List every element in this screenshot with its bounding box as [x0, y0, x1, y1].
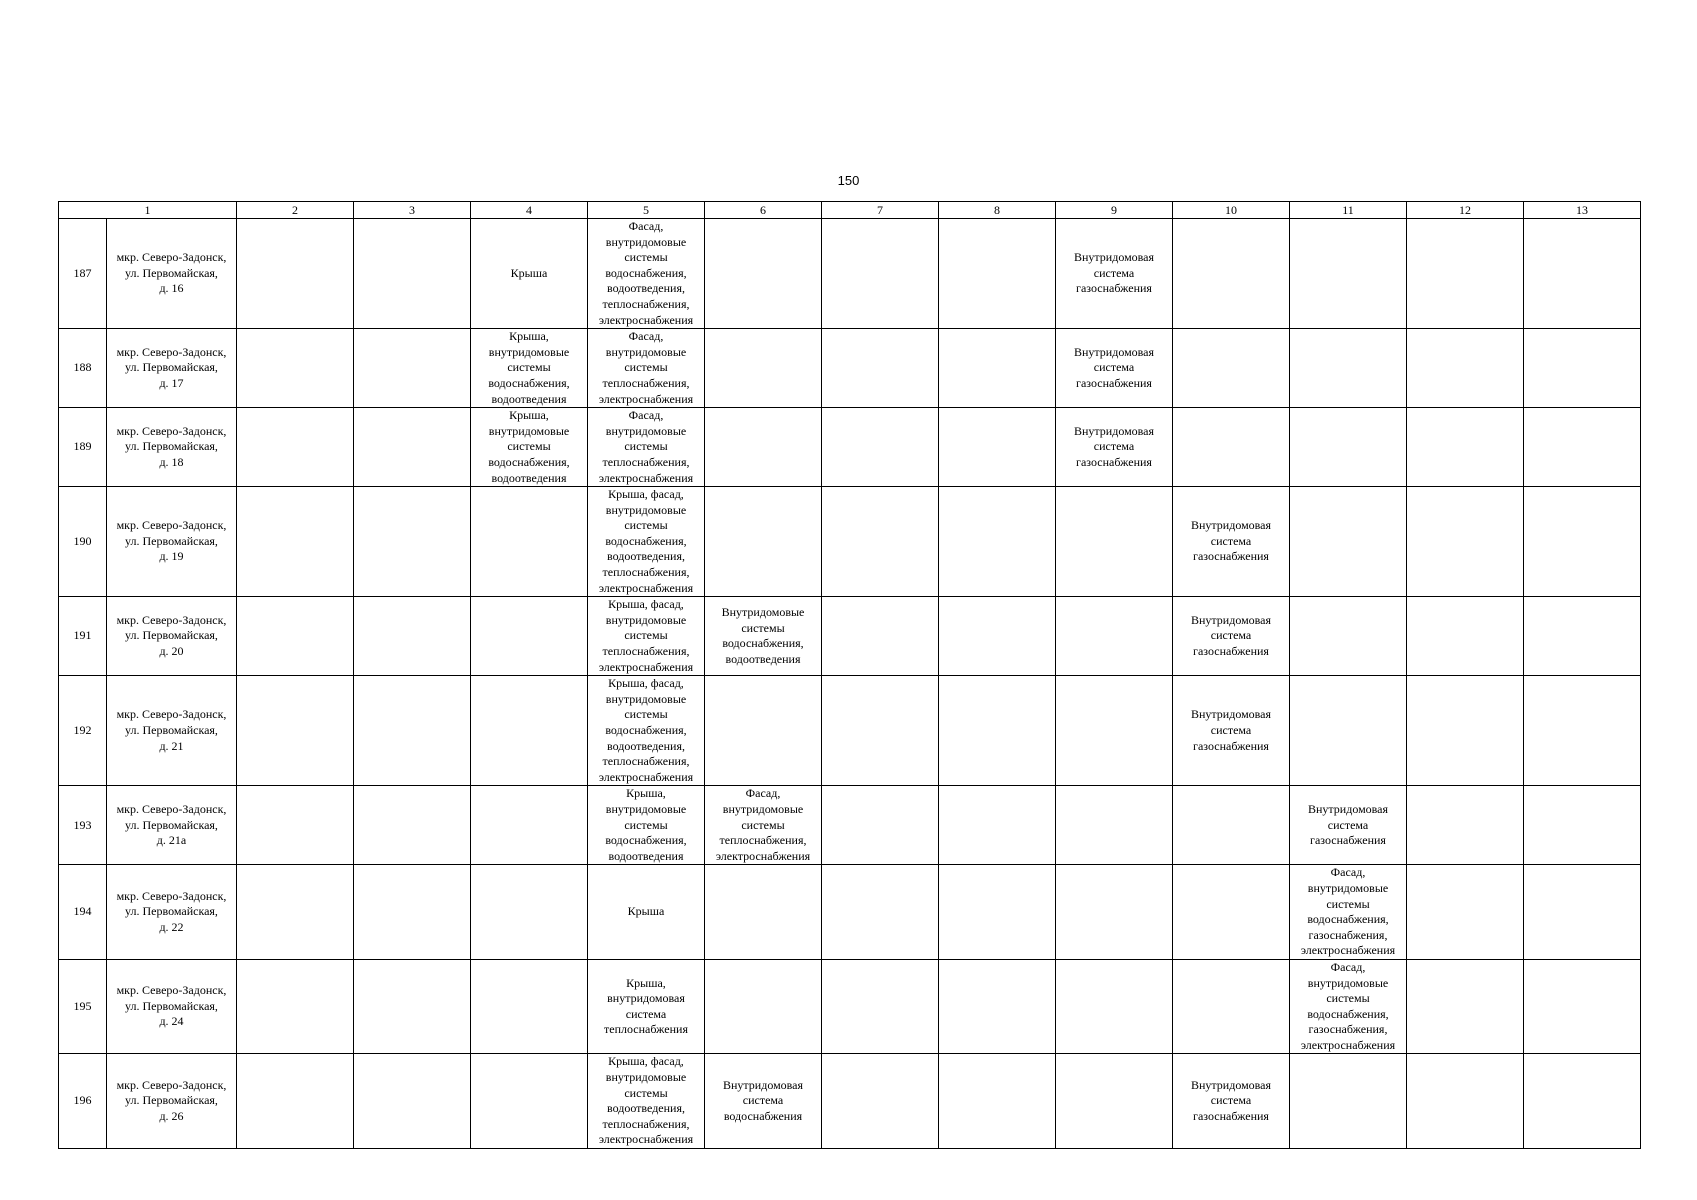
col-10-cell: Внутридомовая система газоснабжения	[1173, 1054, 1290, 1149]
col-5-cell: Фасад, внутридомовые системы теплоснабжения, электроснабжения	[588, 408, 705, 487]
col-13-cell	[1524, 959, 1641, 1054]
col-6-cell	[705, 487, 822, 597]
col-13-cell	[1524, 865, 1641, 960]
address-cell: мкр. Северо-Задонск, ул. Первомайская, д. 19	[107, 487, 237, 597]
table-row	[59, 408, 1641, 487]
col-10-cell: Внутридомовая система газоснабжения	[1173, 676, 1290, 786]
col-3-cell	[354, 865, 471, 960]
column-header-8: 8	[939, 202, 1056, 219]
col-5-cell: Крыша, фасад, внутридомовые системы водоснабжения, водоотведения, теплоснабжения, электроснабжения	[588, 487, 705, 597]
col-10-cell	[1173, 408, 1290, 487]
table-row	[59, 786, 1641, 865]
col-2-cell	[237, 329, 354, 408]
col-11-cell	[1290, 329, 1407, 408]
col-12-cell	[1407, 219, 1524, 329]
col-5-cell: Крыша, фасад, внутридомовые системы водоотведения, теплоснабжения, электроснабжения	[588, 1054, 705, 1149]
col-3-cell	[354, 786, 471, 865]
col-13-cell	[1524, 487, 1641, 597]
column-header-3: 3	[354, 202, 471, 219]
table-row	[59, 597, 1641, 676]
col-9-cell	[1056, 865, 1173, 960]
col-5-cell: Крыша	[588, 865, 705, 960]
col-3-cell	[354, 487, 471, 597]
col-3-cell	[354, 959, 471, 1054]
address-cell: мкр. Северо-Задонск, ул. Первомайская, д. 17	[107, 329, 237, 408]
column-header-12: 12	[1407, 202, 1524, 219]
table-row	[59, 959, 1641, 1054]
col-6-cell	[705, 329, 822, 408]
col-4-cell	[471, 676, 588, 786]
col-5-cell: Крыша, внутридомовая система теплоснабжения	[588, 959, 705, 1054]
col-2-cell	[237, 219, 354, 329]
col-9-cell	[1056, 959, 1173, 1054]
table-row	[59, 1054, 1641, 1149]
col-5-cell: Крыша, фасад, внутридомовые системы водоснабжения, водоотведения, теплоснабжения, электроснабжения	[588, 676, 705, 786]
col-11-cell	[1290, 408, 1407, 487]
col-11-cell	[1290, 487, 1407, 597]
col-5-cell: Крыша, внутридомовые системы водоснабжения, водоотведения	[588, 786, 705, 865]
table-body	[59, 219, 1641, 1149]
col-6-cell	[705, 408, 822, 487]
col-3-cell	[354, 219, 471, 329]
col-9-cell	[1056, 1054, 1173, 1149]
col-9-cell	[1056, 487, 1173, 597]
col-10-cell: Внутридомовая система газоснабжения	[1173, 487, 1290, 597]
col-7-cell	[822, 1054, 939, 1149]
col-13-cell	[1524, 329, 1641, 408]
col-3-cell	[354, 329, 471, 408]
col-9-cell	[1056, 597, 1173, 676]
col-7-cell	[822, 329, 939, 408]
col-3-cell	[354, 597, 471, 676]
col-11-cell	[1290, 219, 1407, 329]
col-6-cell	[705, 959, 822, 1054]
col-4-cell: Крыша, внутридомовые системы водоснабжения, водоотведения	[471, 408, 588, 487]
col-11-cell: Внутридомовая система газоснабжения	[1290, 786, 1407, 865]
col-6-cell: Внутридомовые системы водоснабжения, водоотведения	[705, 597, 822, 676]
row-number: 194	[59, 865, 107, 960]
col-8-cell	[939, 786, 1056, 865]
col-6-cell	[705, 676, 822, 786]
row-number: 189	[59, 408, 107, 487]
col-13-cell	[1524, 676, 1641, 786]
col-2-cell	[237, 597, 354, 676]
col-2-cell	[237, 959, 354, 1054]
col-10-cell: Внутридомовая система газоснабжения	[1173, 597, 1290, 676]
column-header-1: 1	[59, 202, 237, 219]
col-7-cell	[822, 219, 939, 329]
col-13-cell	[1524, 408, 1641, 487]
col-7-cell	[822, 959, 939, 1054]
col-12-cell	[1407, 1054, 1524, 1149]
address-cell: мкр. Северо-Задонск, ул. Первомайская, д. 20	[107, 597, 237, 676]
col-8-cell	[939, 959, 1056, 1054]
col-7-cell	[822, 408, 939, 487]
col-12-cell	[1407, 865, 1524, 960]
table-row	[59, 865, 1641, 960]
col-4-cell	[471, 1054, 588, 1149]
col-2-cell	[237, 865, 354, 960]
col-7-cell	[822, 676, 939, 786]
col-4-cell	[471, 959, 588, 1054]
column-header-5: 5	[588, 202, 705, 219]
col-4-cell	[471, 597, 588, 676]
page-number: 150	[837, 173, 860, 188]
col-5-cell: Фасад, внутридомовые системы водоснабжения, водоотведения, теплоснабжения, электроснабжения	[588, 219, 705, 329]
col-3-cell	[354, 1054, 471, 1149]
col-12-cell	[1407, 676, 1524, 786]
col-4-cell	[471, 487, 588, 597]
col-13-cell	[1524, 1054, 1641, 1149]
col-2-cell	[237, 487, 354, 597]
column-header-13: 13	[1524, 202, 1641, 219]
col-12-cell	[1407, 329, 1524, 408]
address-cell: мкр. Северо-Задонск, ул. Первомайская, д. 18	[107, 408, 237, 487]
column-header-10: 10	[1173, 202, 1290, 219]
col-9-cell	[1056, 676, 1173, 786]
address-cell: мкр. Северо-Задонск, ул. Первомайская, д. 22	[107, 865, 237, 960]
column-header-7: 7	[822, 202, 939, 219]
col-8-cell	[939, 487, 1056, 597]
row-number: 191	[59, 597, 107, 676]
col-4-cell	[471, 865, 588, 960]
col-11-cell	[1290, 676, 1407, 786]
col-8-cell	[939, 597, 1056, 676]
col-12-cell	[1407, 408, 1524, 487]
column-header-4: 4	[471, 202, 588, 219]
col-11-cell	[1290, 597, 1407, 676]
col-3-cell	[354, 408, 471, 487]
col-13-cell	[1524, 597, 1641, 676]
col-9-cell	[1056, 786, 1173, 865]
row-number: 192	[59, 676, 107, 786]
col-10-cell	[1173, 786, 1290, 865]
col-13-cell	[1524, 786, 1641, 865]
col-10-cell	[1173, 329, 1290, 408]
column-header-11: 11	[1290, 202, 1407, 219]
col-12-cell	[1407, 786, 1524, 865]
table-row	[59, 329, 1641, 408]
col-4-cell	[471, 786, 588, 865]
address-cell: мкр. Северо-Задонск, ул. Первомайская, д. 16	[107, 219, 237, 329]
col-10-cell	[1173, 219, 1290, 329]
row-number: 187	[59, 219, 107, 329]
row-number: 190	[59, 487, 107, 597]
col-7-cell	[822, 865, 939, 960]
col-8-cell	[939, 408, 1056, 487]
col-3-cell	[354, 676, 471, 786]
column-number-row	[59, 202, 1641, 219]
col-7-cell	[822, 487, 939, 597]
address-cell: мкр. Северо-Задонск, ул. Первомайская, д. 26	[107, 1054, 237, 1149]
col-10-cell	[1173, 865, 1290, 960]
address-cell: мкр. Северо-Задонск, ул. Первомайская, д. 24	[107, 959, 237, 1054]
col-4-cell: Крыша	[471, 219, 588, 329]
col-5-cell: Крыша, фасад, внутридомовые системы теплоснабжения, электроснабжения	[588, 597, 705, 676]
table-row	[59, 219, 1641, 329]
col-6-cell	[705, 219, 822, 329]
column-header-2: 2	[237, 202, 354, 219]
col-8-cell	[939, 676, 1056, 786]
col-8-cell	[939, 865, 1056, 960]
table-row	[59, 487, 1641, 597]
row-number: 196	[59, 1054, 107, 1149]
col-2-cell	[237, 408, 354, 487]
col-2-cell	[237, 676, 354, 786]
col-11-cell: Фасад, внутридомовые системы водоснабжения, газоснабжения, электроснабжения	[1290, 959, 1407, 1054]
col-12-cell	[1407, 487, 1524, 597]
col-4-cell: Крыша, внутридомовые системы водоснабжения, водоотведения	[471, 329, 588, 408]
col-9-cell: Внутридомовая система газоснабжения	[1056, 408, 1173, 487]
col-11-cell: Фасад, внутридомовые системы водоснабжения, газоснабжения, электроснабжения	[1290, 865, 1407, 960]
col-12-cell	[1407, 597, 1524, 676]
col-9-cell: Внутридомовая система газоснабжения	[1056, 329, 1173, 408]
col-12-cell	[1407, 959, 1524, 1054]
address-cell: мкр. Северо-Задонск, ул. Первомайская, д. 21	[107, 676, 237, 786]
col-8-cell	[939, 329, 1056, 408]
works-schedule-table	[58, 201, 1641, 1149]
column-header-6: 6	[705, 202, 822, 219]
column-header-9: 9	[1056, 202, 1173, 219]
col-13-cell	[1524, 219, 1641, 329]
col-5-cell: Фасад, внутридомовые системы теплоснабжения, электроснабжения	[588, 329, 705, 408]
row-number: 195	[59, 959, 107, 1054]
row-number: 188	[59, 329, 107, 408]
col-11-cell	[1290, 1054, 1407, 1149]
col-6-cell	[705, 865, 822, 960]
col-8-cell	[939, 219, 1056, 329]
col-2-cell	[237, 786, 354, 865]
address-cell: мкр. Северо-Задонск, ул. Первомайская, д. 21а	[107, 786, 237, 865]
col-6-cell: Фасад, внутридомовые системы теплоснабжения, электроснабжения	[705, 786, 822, 865]
col-10-cell	[1173, 959, 1290, 1054]
col-7-cell	[822, 597, 939, 676]
table-row	[59, 676, 1641, 786]
col-8-cell	[939, 1054, 1056, 1149]
col-6-cell: Внутридомовая система водоснабжения	[705, 1054, 822, 1149]
row-number: 193	[59, 786, 107, 865]
col-7-cell	[822, 786, 939, 865]
col-2-cell	[237, 1054, 354, 1149]
col-9-cell: Внутридомовая система газоснабжения	[1056, 219, 1173, 329]
